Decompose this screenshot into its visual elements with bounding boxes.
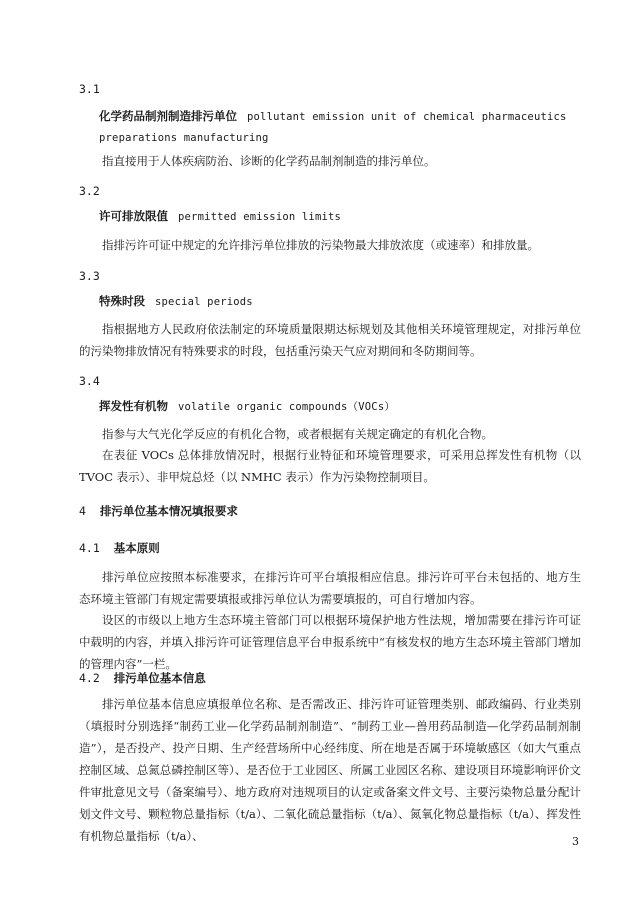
definition-text: 指直接用于人体疾病防治、诊断的化学药品制剂制造的排污单位。: [102, 154, 436, 168]
section-title: 排污单位基本信息: [113, 671, 206, 685]
clause-number: 3.4: [79, 374, 100, 388]
chapter-number: 4: [79, 504, 86, 518]
clause-number: 3.2: [79, 184, 100, 198]
term-english: special periods: [155, 296, 253, 308]
chapter-title: 排污单位基本情况填报要求: [99, 504, 238, 518]
page-number: 3: [572, 835, 579, 848]
chapter-heading: [79, 503, 238, 519]
clause-number: 3.3: [79, 269, 100, 283]
term-entry: [99, 396, 580, 417]
section-heading: [79, 540, 160, 556]
term-chinese: 化学药品制剂制造排污单位: [99, 109, 237, 123]
term-entry: [99, 106, 580, 148]
section-title: 基本原则: [113, 541, 160, 555]
body-paragraph: 排污单位应按照本标准要求，在排污许可平台填报相应信息。排污许可平台未包括的、地方生态环境主管部门有规定需要填报或排污单位认为需要填报的，可自行增加内容。: [79, 570, 581, 606]
section-number: 4.2: [79, 671, 100, 685]
definition-note: 在表征 VOCs 总体排放情况时，根据行业特征和环境管理要求，可采用总挥发性有机物（以 TVOC 表示）、非甲烷总烃（以 NMHC 表示）作为污染物控制项目。: [79, 448, 581, 484]
term-english: permitted emission limits: [178, 211, 342, 223]
section-number: 4.1: [79, 541, 100, 555]
term-entry: [99, 206, 580, 227]
definition-text: 指根据地方人民政府依法制定的环境质量限期达标规划及其他相关环境管理规定，对排污单位的污染物排放情况有特殊要求的时段，包括重污染天气应对期间和冬防期间等。: [79, 322, 581, 358]
clause-number: 3.1: [79, 82, 100, 96]
term-chinese: 许可排放限值: [99, 209, 168, 223]
term-english: volatile organic compounds（VOCs）: [178, 401, 396, 413]
body-paragraph: 排污单位基本信息应填报单位名称、是否需改正、排污许可证管理类别、邮政编码、行业类别（填报时分别选择“制药工业—化学药品制剂制造”、“制药工业—兽用药品制造—化学药品制剂制造”），是否投产、投产日期、生产经营场所中心经纬度、所在地是否属于环境敏感区（如大气重点控制区域、总氮总磷控制区等）、是否位于工业园区、所属工业园区名称、建设项目环境影响评价文件审批意见文号（备案编号）、地方政府对违规项目的认定或备案文件文号、主要污染物总量分配计划文件文号、颗粒物总量指标（t/a）、二氧化硫总量指标（t/a）、氮氧化物总量指标（t/a）、挥发性有机物总量指标（t/a）、: [79, 697, 581, 843]
definition-text: 指参与大气光化学反应的有机化合物，或者根据有关规定确定的有机化合物。: [102, 427, 493, 441]
definition-text: 指排污许可证中规定的允许排污单位排放的污染物最大排放浓度（或速率）和排放量。: [102, 238, 539, 252]
body-paragraph: 设区的市级以上地方生态环境主管部门可以根据环境保护地方性法规，增加需要在排污许可证中载明的内容，并填入排污许可证管理信息平台申报系统中“有核发权的地方生态环境主管部门增加的管理内容”一栏。: [79, 613, 581, 671]
term-chinese: 挥发性有机物: [99, 399, 168, 413]
term-entry: [99, 291, 580, 312]
section-heading: [79, 670, 206, 686]
term-english: pollutant emission unit of chemical pharmaceutics preparations manufacturing: [99, 111, 567, 144]
term-chinese: 特殊时段: [99, 294, 145, 308]
